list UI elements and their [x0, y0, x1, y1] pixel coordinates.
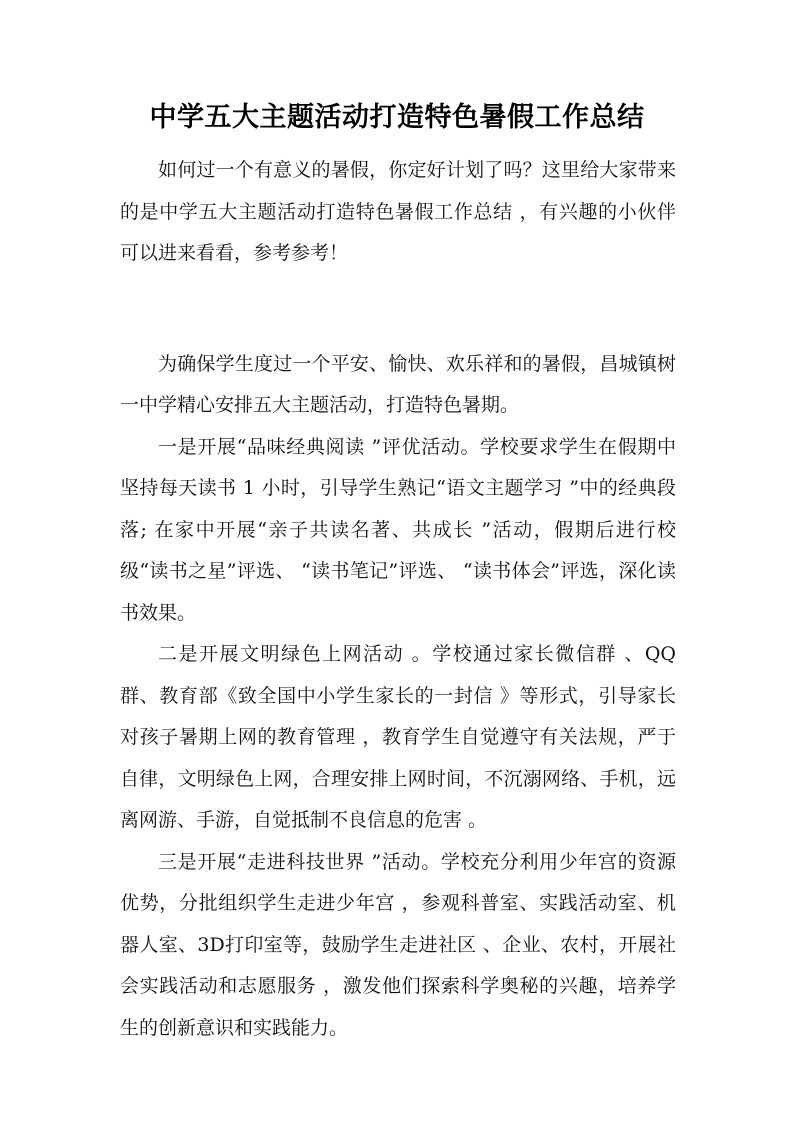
paragraph-reading-activity: 一是开展“品味经典阅读 ”评优活动。学校要求学生在假期中坚持每天读书 1 小时，引导学生熟记“语文主题学习 ”中的经典段落; 在家中开展“亲子共读名著、共成长 ”活动，假期后进行校级“读书之星”评选、 “读书笔记”评选、 “读书体会”评选，深化读书效果。: [120, 435, 676, 624]
document-title: 中学五大主题活动打造特色暑假工作总结: [149, 102, 645, 133]
intro-paragraph: 如何过一个有意义的暑假，你定好计划了吗？这里给大家带来的是中学五大主题活动打造特色暑假工作总结 ，有兴趣的小伙伴可以进来看看，参考参考！: [120, 159, 676, 264]
document-body: [120, 150, 676, 1049]
paragraph-internet-activity: 二是开展文明绿色上网活动 。学校通过家长微信群 、QQ群、教育部《致全国中小学生家长的一封信 》等形式，引导家长对孩子暑期上网的教育管理 ，教育学生自觉遵守有关法规，严于自律，文明绿色上网，合理安排上网时间，不沉溺网络、手机，远离网游、手游，自觉抵制不良信息的危害 。: [120, 643, 676, 831]
paragraph-gap: [120, 275, 676, 344]
paragraph-overview: 为确保学生度过一个平安、愉快、欢乐祥和的暑假，昌城镇树一中学精心安排五大主题活动，打造特色暑期。: [120, 352, 676, 416]
paragraph-science-activity: 三是开展“走进科技世界 ”活动。学校充分利用少年宫的资源优势，分批组织学生走进少年宫 ，参观科普室、实践活动室、机器人室、3D打印室等，鼓励学生走进社区 、企业、农村，开展社会实践活动和志愿服务 ，激发他们探索科学奥秘的兴趣，培养学生的创新意识和实践能力。: [120, 850, 676, 1039]
